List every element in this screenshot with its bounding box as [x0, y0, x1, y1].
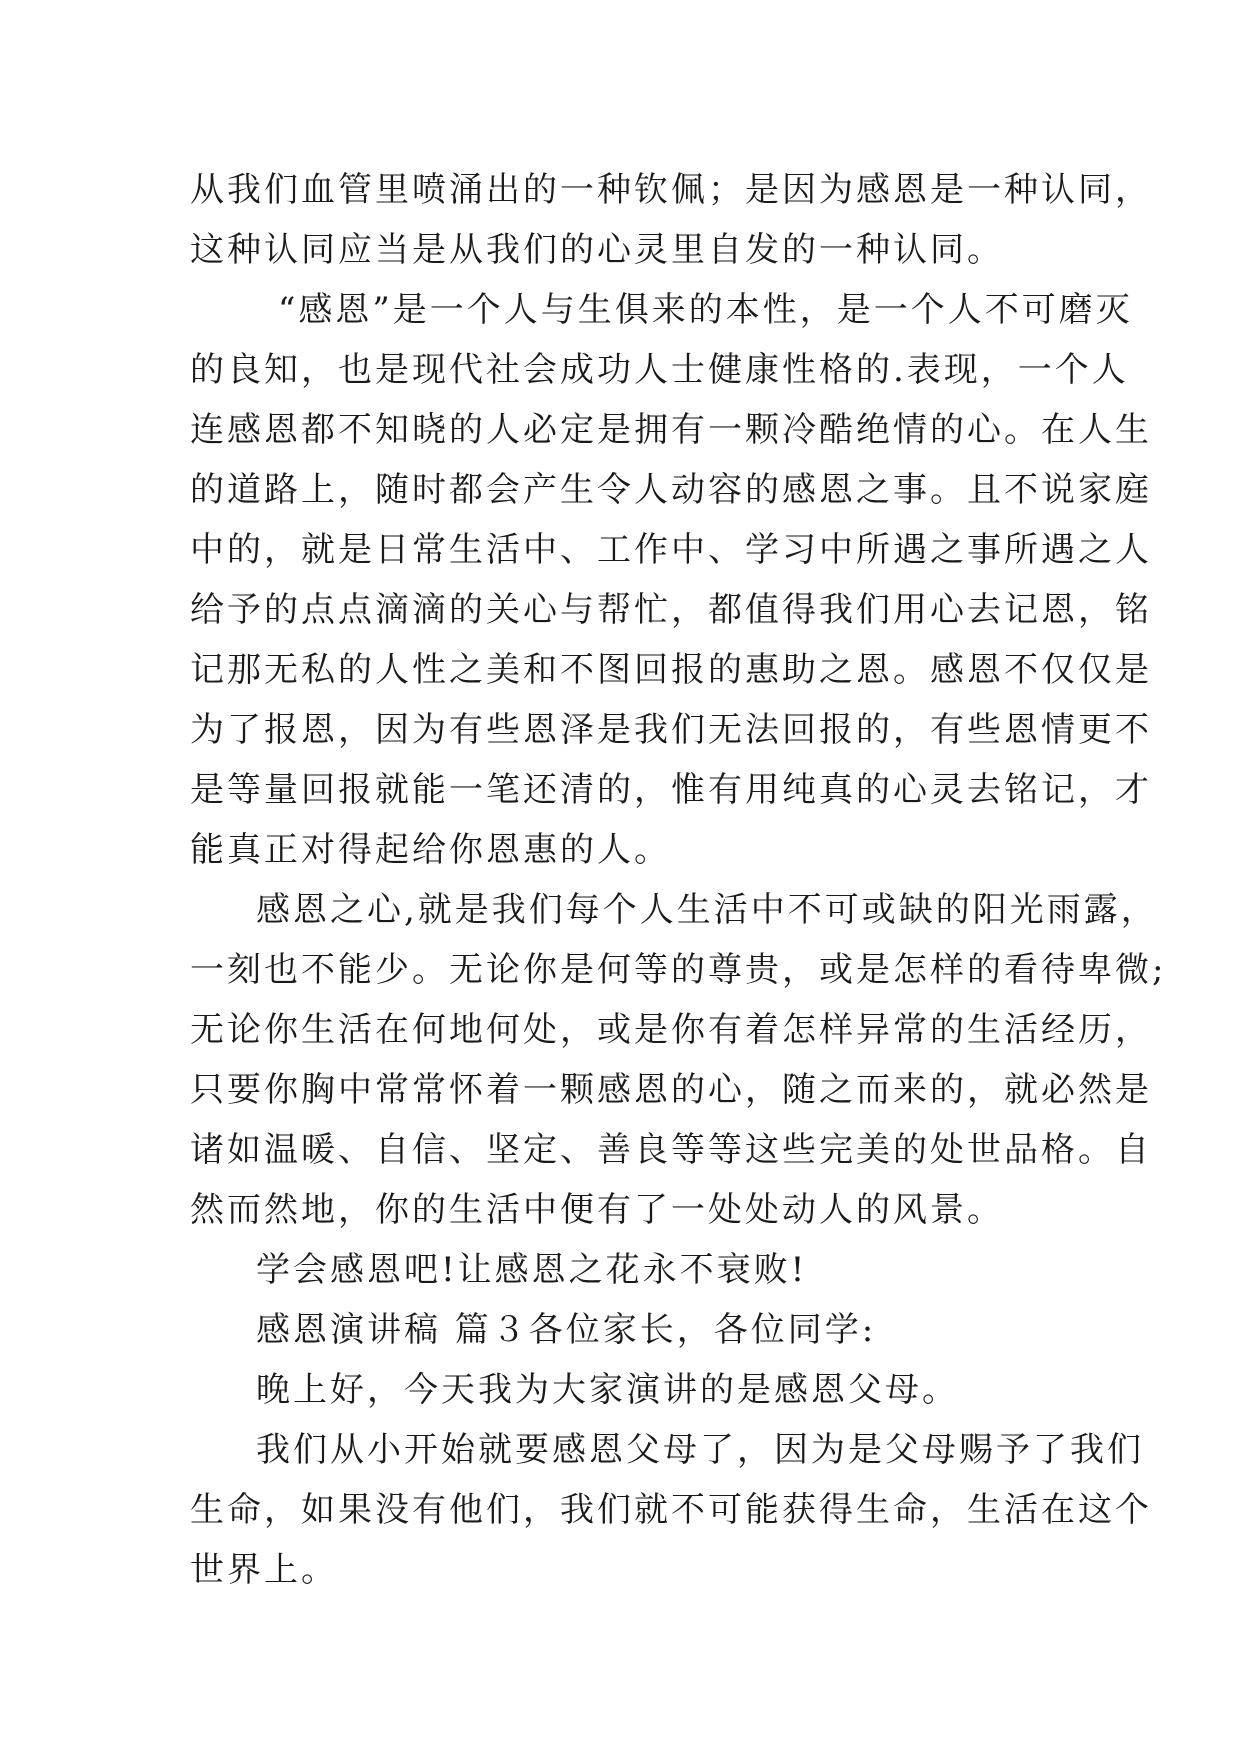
text-line: 晚上好，今天我为大家演讲的是感恩父母。: [256, 1370, 959, 1410]
text-line: “感恩”是一个人与生俱来的本性，是一个人不可磨灭: [278, 290, 1133, 330]
text-line: 是等量回报就能一笔还清的，惟有用纯真的心灵去铭记，才: [190, 770, 1152, 810]
text-line: 这种认同应当是从我们的心灵里自发的一种认同。: [190, 230, 1004, 270]
paragraph-2: [190, 280, 1152, 880]
text-line: 能真正对得起给你恩惠的人。: [190, 830, 671, 870]
text-line: 无论你生活在何地何处，或是你有着怎样异常的生活经历，: [190, 1010, 1152, 1050]
paragraph-5: [190, 1300, 1060, 1360]
text-line: 生命，如果没有他们，我们就不可能获得生命，生活在这个: [190, 1490, 1152, 1530]
text-line: 的良知，也是现代社会成功人士健康性格的.表现，一个人: [190, 350, 1129, 390]
text-line: 中的，就是日常生活中、工作中、学习中所遇之事所遇之人: [190, 530, 1152, 570]
text-line: 感恩之心,就是我们每个人生活中不可或缺的阳光雨露，: [256, 890, 1158, 930]
text-line: 一刻也不能少。无论你是何等的尊贵，或是怎样的看待卑微;: [190, 950, 1167, 990]
text-line: 诸如温暖、自信、坚定、善良等等这些完美的处世品格。自: [190, 1130, 1152, 1170]
paragraph-1: [190, 160, 1152, 280]
paragraph-4: [190, 1240, 1060, 1300]
section-heading: 感恩演讲稿 篇３各位家长，各位同学:: [256, 1310, 877, 1350]
text-line: 的道路上，随时都会产生令人动容的感恩之事。且不说家庭: [190, 470, 1152, 510]
text-line: 我们从小开始就要感恩父母了，因为是父母赐予了我们: [256, 1430, 1144, 1470]
text-line: 从我们血管里喷涌出的一种钦佩；是因为感恩是一种认同，: [190, 170, 1152, 210]
paragraph-6: [190, 1360, 1060, 1420]
text-line: 给予的点点滴滴的关心与帮忙，都值得我们用心去记恩，铭: [190, 590, 1152, 630]
text-line: 记那无私的人性之美和不图回报的惠助之恩。感恩不仅仅是: [190, 650, 1152, 690]
text-line: 为了报恩，因为有些恩泽是我们无法回报的，有些恩情更不: [190, 710, 1152, 750]
text-line: 只要你胸中常常怀着一颗感恩的心，随之而来的，就必然是: [190, 1070, 1152, 1110]
paragraph-3: [190, 880, 1167, 1240]
text-line: 世界上。: [190, 1550, 338, 1590]
text-line: 连感恩都不知晓的人必定是拥有一颗冷酷绝情的心。在人生: [190, 410, 1152, 450]
text-line: 学会感恩吧!让感恩之花永不衰败!: [256, 1250, 808, 1290]
document-body: [190, 160, 1167, 1600]
paragraph-7: [190, 1420, 1152, 1600]
text-line: 然而然地，你的生活中便有了一处处动人的风景。: [190, 1190, 1004, 1230]
